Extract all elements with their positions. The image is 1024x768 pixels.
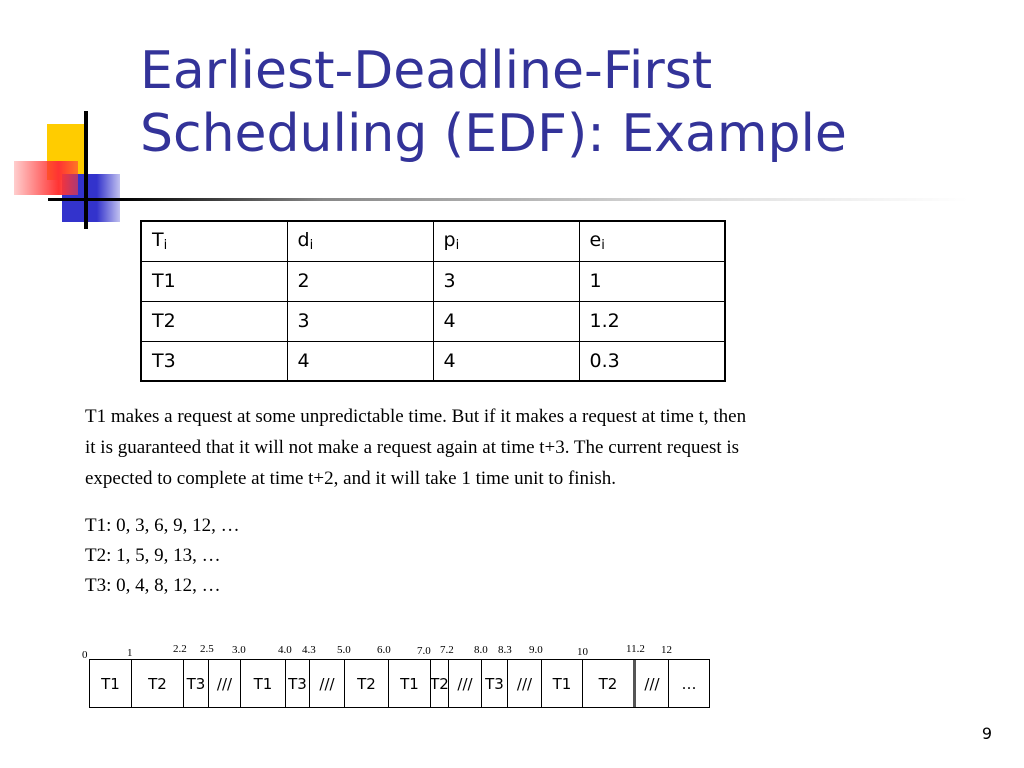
table-cell: 3	[433, 261, 579, 301]
table-cell: T1	[141, 261, 287, 301]
timeline-segment: T1	[241, 660, 286, 707]
tick-label: 11.2	[626, 643, 645, 655]
table-cell: 4	[287, 341, 433, 381]
slide-title-line-1: Earliest-Deadline-First	[140, 41, 713, 101]
timeline-segment: T3	[482, 660, 508, 707]
timeline-segment: T3	[184, 660, 209, 707]
tick-label: 2.5	[200, 643, 214, 655]
header-cell: $p_i$	[433, 221, 579, 261]
paragraph-line: it is guaranteed that it will not make a request again at time t+3. The current request is	[85, 437, 740, 458]
timeline-segment: T3	[286, 660, 310, 707]
decoration-vertical-line	[84, 111, 88, 229]
paragraph-line: expected to complete at time t+2, and it will take 1 time unit to finish.	[85, 468, 616, 489]
tick-label: 7.2	[440, 644, 454, 656]
slide-title	[140, 40, 847, 166]
tick-label: 6.0	[377, 644, 391, 656]
timeline-segment: T2	[583, 660, 636, 707]
table-cell: T3	[141, 341, 287, 381]
task-parameters-table	[140, 220, 726, 382]
tick-label: 1	[127, 647, 133, 659]
table-cell: 1.2	[579, 301, 725, 341]
tick-label: 9.0	[529, 644, 543, 656]
page-number: 9	[981, 724, 992, 743]
timeline-segment: T1	[90, 660, 132, 707]
paragraph-line: T1 makes a request at some unpredictable time. But if it makes a request at time t, then	[85, 406, 747, 427]
table-cell: 3	[287, 301, 433, 341]
timeline-segment: T2	[345, 660, 389, 707]
tick-label: 8.3	[498, 644, 512, 656]
tick-label: 3.0	[232, 644, 246, 656]
timeline-tick-labels	[0, 641, 1024, 661]
timeline-segment: ///	[636, 660, 669, 707]
table-cell: 4	[433, 301, 579, 341]
tick-label: 0	[82, 649, 88, 661]
table-row	[141, 301, 725, 341]
timeline-segment: T2	[431, 660, 449, 707]
table-row	[141, 341, 725, 381]
arrival-t2: T2: 1, 5, 9, 13, …	[85, 545, 221, 566]
tick-label: 2.2	[173, 643, 187, 655]
decoration-red-bar	[14, 161, 78, 195]
description-paragraph	[85, 401, 746, 494]
tick-label: 12	[661, 644, 672, 656]
tick-label: 7.0	[417, 645, 431, 657]
table-cell: 1	[579, 261, 725, 301]
timeline-segment: ///	[508, 660, 542, 707]
tick-label: 4.0	[278, 644, 292, 656]
arrival-times	[85, 511, 240, 601]
tick-label: 5.0	[337, 644, 351, 656]
tick-label: 10	[577, 646, 588, 658]
timeline-segment: ///	[209, 660, 241, 707]
timeline-segment: ///	[449, 660, 482, 707]
header-cell: $T_i$	[141, 221, 287, 261]
table-cell: T2	[141, 301, 287, 341]
decoration-horizontal-line	[48, 198, 968, 201]
tick-label: 8.0	[474, 644, 488, 656]
table-header-row	[141, 221, 725, 261]
table-cell: 2	[287, 261, 433, 301]
table-cell: 4	[433, 341, 579, 381]
timeline-segment: T2	[132, 660, 184, 707]
timeline-segment: T1	[542, 660, 583, 707]
timeline-segment: ///	[310, 660, 345, 707]
arrival-t1: T1: 0, 3, 6, 9, 12, …	[85, 515, 240, 536]
table-cell: 0.3	[579, 341, 725, 381]
header-cell: $e_i$	[579, 221, 725, 261]
tick-label: 4.3	[302, 644, 316, 656]
arrival-t3: T3: 0, 4, 8, 12, …	[85, 575, 221, 596]
schedule-timeline	[89, 659, 710, 708]
timeline-segment: …	[681, 674, 697, 693]
slide-title-line-2: Scheduling (EDF): Example	[140, 104, 847, 164]
timeline-segment: T1	[389, 660, 431, 707]
table-row	[141, 261, 725, 301]
header-cell: $d_i$	[287, 221, 433, 261]
